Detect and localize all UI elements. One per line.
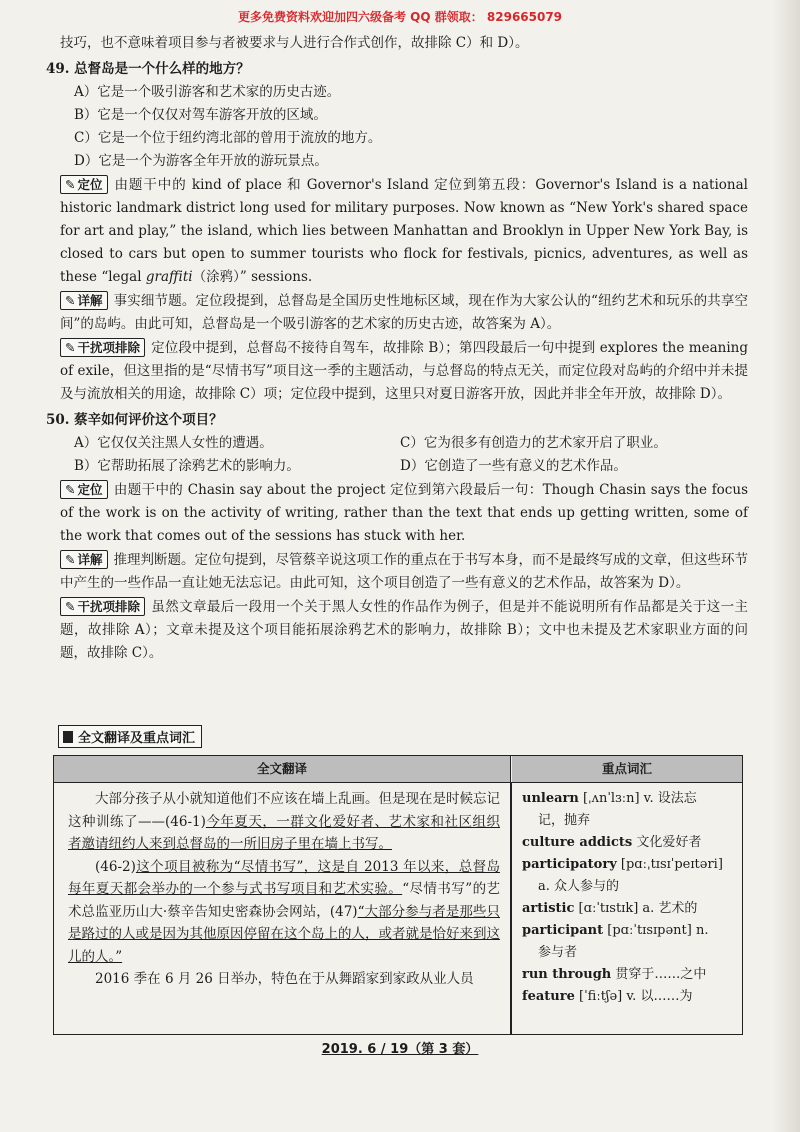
q49-option-b: B）它是一个仅仅对驾车游客开放的区域。 xyxy=(74,107,327,123)
distractor-tag: ✎ 干扰项排除 xyxy=(60,597,145,616)
vocab-item-cont: a. 众人参与的 xyxy=(538,879,620,894)
detail-tag: ✎ 详解 xyxy=(60,550,108,569)
q50-option-b: B）它帮助拓展了涂鸦艺术的影响力。 xyxy=(74,458,300,474)
question-50: 50. 蔡辛如何评价这个项目？ xyxy=(46,412,223,428)
main-content xyxy=(46,32,748,665)
pencil-icon: ✎ xyxy=(65,482,76,497)
vocab-item-cont: 参与者 xyxy=(538,945,578,960)
pencil-icon: ✎ xyxy=(65,552,76,567)
q50-option-d: D）它创造了一些有意义的艺术作品。 xyxy=(400,458,627,474)
vocab-item: participant [pɑːˈtɪsɪpənt] n. xyxy=(522,923,709,938)
page-edge-shadow xyxy=(772,0,800,1132)
translation-paragraph-2: (46-2)这个项目被称为“尽情书写”，这是自 2013 年以来，总督岛每年夏天都会举办的一个参与式书写项目和艺术实验。“尽情书写”的艺术总监亚历山大·蔡辛告知史密森协会网站，(47)“大部分参与者是那些只是路过的人或是因为其他原因停留在这个岛上的人，或者就是恰好来到这儿的人。” xyxy=(68,858,500,965)
vocab-item: participatory [pɑːˌtɪsɪˈpeɪtəri] xyxy=(522,857,723,872)
distractor-tag: ✎ 干扰项排除 xyxy=(60,338,145,357)
pencil-icon: ✎ xyxy=(65,599,76,614)
q50-options xyxy=(74,432,748,478)
detail-tag: ✎ 详解 xyxy=(60,291,108,310)
q50-distractor: ✎ 干扰项排除 虽然文章最后一段用一个关于黑人女性的作品作为例子，但是并不能说明所有作品都是关于这一主题，故排除 A）；文章未提及这个项目能拓展涂鸦艺术的影响力，故排除 B）；文中也未提及艺术家职业方面的问题，故排除 C）。 xyxy=(60,599,748,661)
translation-paragraph-1: 大部分孩子从小就知道他们不应该在墙上乱画。但是现在是时候忘记这种训练了——(46-1)今年夏天，一群文化爱好者、艺术家和社区组织者邀请纽约人来到总督岛的一所旧房子里在墙上书写。 xyxy=(68,791,500,852)
q50-option-a: A）它仅仅关注黑人女性的遭遇。 xyxy=(74,435,273,451)
locate-tag: ✎ 定位 xyxy=(60,480,108,499)
vocab-item: culture addicts 文化爱好者 xyxy=(522,835,702,850)
q50-locate: ✎ 定位 由题干中的 Chasin say about the project 定位到第六段最后一句：Though Chasin says the focus of the work is on the activity of writing, rather than the text that ends up getting written, some of the work that comes out of the sessions has stuck with her. xyxy=(60,482,748,544)
q49-option-d: D）它是一个为游客全年开放的游玩景点。 xyxy=(74,153,328,169)
translation-table xyxy=(53,755,743,1035)
locate-tag: ✎ 定位 xyxy=(60,175,108,194)
q50-detail: ✎ 详解 推理判断题。定位句提到，尽管蔡辛说这项工作的重点在于书写本身，而不是最终写成的文章，但这些环节中产生的一些作品一直让她无法忘记。由此可知，这个项目创造了一些有意义的艺术作品，故答案为 D）。 xyxy=(60,552,748,591)
vocab-item: feature [ˈfiːtʃə] v. 以……为 xyxy=(522,989,693,1004)
q49-option-a: A）它是一个吸引游客和艺术家的历史古迹。 xyxy=(74,84,341,100)
vocab-item: unlearn [ˌʌnˈlɜːn] v. 设法忘 xyxy=(522,791,697,806)
section-heading: 全文翻译及重点词汇 xyxy=(58,725,202,748)
vocab-list xyxy=(522,788,734,1008)
vocab-item: artistic [ɑːˈtɪstɪk] a. 艺术的 xyxy=(522,901,698,916)
graffiti-word: graffiti xyxy=(145,269,193,285)
promo-banner: 更多免费资料欢迎加四六级备考 QQ 群领取： 829665079 xyxy=(237,10,563,24)
table-header-translation: 全文翻译 xyxy=(54,756,511,783)
question-49: 49. 总督岛是一个什么样的地方？ xyxy=(46,61,250,77)
vocab-item: run through 贯穿于……之中 xyxy=(522,967,707,982)
q49-option-c: C）它是一个位于纽约湾北部的曾用于流放的地方。 xyxy=(74,130,382,146)
q49-locate: ✎ 定位 由题干中的 kind of place 和 Governor's Island 定位到第五段：Governor's Island is a national historic landmark district long used for military purposes. Now known as “New York's shared space for art and play,” the island, which lies between Manhattan and Brooklyn in Upper New York Bay, is closed to cars but open to summer tourists who flock for festivals, picnics, adventures, as well as these “legal graffiti（涂鸦）” sessions. xyxy=(60,177,748,285)
translation-paragraph-3: 2016 季在 6 月 26 日举办，特色在于从舞蹈家到家政从业人员 xyxy=(95,971,474,987)
pencil-icon: ✎ xyxy=(65,293,76,308)
column-divider xyxy=(510,782,512,1034)
vocab-item-cont: 记，抛弃 xyxy=(538,813,591,828)
q49-distractor: ✎ 干扰项排除 定位段中提到，总督岛不接待自驾车，故排除 B）；第四段最后一句中提到 explores the meaning of exile，但这里指的是“尽情书写”项目这一季的主题活动，与总督岛的特点无关，而定位段对岛屿的介绍中并未提及与流放相关的用途，故排除 C）项；定位段中提到，这里只对夏日游客开放，因此并非全年开放，故排除 D）。 xyxy=(60,340,748,402)
pencil-icon: ✎ xyxy=(65,177,76,192)
q49-detail: ✎ 详解 事实细节题。定位段提到，总督岛是全国历史性地标区域，现在作为大家公认的“纽约艺术和玩乐的共享空间”的岛屿。由此可知，总督岛是一个吸引游客的艺术家的历史古迹，故答案为 A）。 xyxy=(60,293,748,332)
q50-option-c: C）它为很多有创造力的艺术家开启了职业。 xyxy=(400,435,667,451)
continued-line: 技巧，也不意味着项目参与者被要求与人进行合作式创作，故排除 C）和 D）。 xyxy=(60,35,529,51)
page-footer: 2019. 6 / 19（第 3 套） xyxy=(321,1042,479,1057)
pencil-icon: ✎ xyxy=(65,340,76,355)
translation-text xyxy=(68,788,500,991)
book-icon xyxy=(63,731,73,743)
table-header-vocab: 重点词汇 xyxy=(512,756,742,783)
